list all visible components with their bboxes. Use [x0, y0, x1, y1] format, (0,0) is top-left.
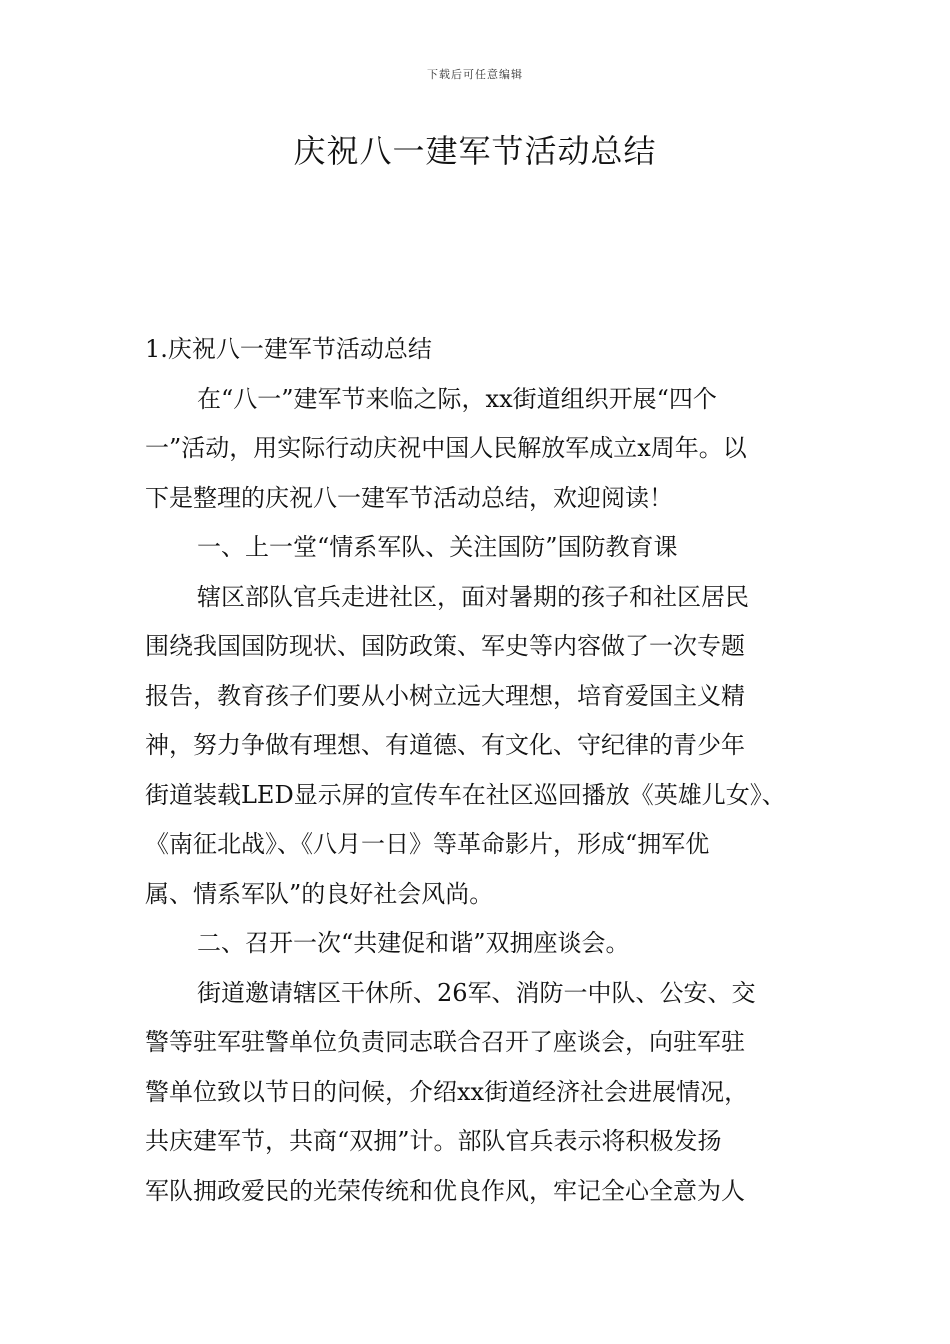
section-heading: 1.庆祝八一建军节活动总结 — [145, 335, 432, 363]
document-body — [145, 325, 810, 1216]
paragraph-line: 属、情系军队”的良好社会风尚。 — [145, 879, 494, 908]
paragraph-line: 警单位致以节日的问候，介绍xx街道经济社会进展情况， — [145, 1077, 749, 1106]
paragraph-line: 在“八一”建军节来临之际，xx街道组织开展“四个 — [197, 384, 717, 413]
header-note: 下载后可任意编辑 — [427, 68, 523, 81]
subsection-heading: 二、召开一次“共建促和谐”双拥座谈会。 — [197, 929, 630, 957]
paragraph-line: 下是整理的庆祝八一建军节活动总结，欢迎阅读！ — [145, 483, 673, 512]
document-title: 庆祝八一建军节活动总结 — [293, 132, 657, 170]
paragraph-line: 军队拥政爱民的光荣传统和优良作风，牢记全心全意为人 — [145, 1176, 745, 1205]
paragraph-line: 街道装载LED显示屏的宣传车在社区巡回播放《英雄儿女》、 — [145, 780, 786, 809]
paragraph-line: 围绕我国国防现状、国防政策、军史等内容做了一次专题 — [145, 632, 745, 660]
paragraph-line: 报告，教育孩子们要从小树立远大理想，培育爱国主义精 — [145, 681, 745, 710]
paragraph-line: 警等驻军驻警单位负责同志联合召开了座谈会，向驻军驻 — [145, 1028, 745, 1056]
paragraph-line: 神，努力争做有理想、有道德、有文化、守纪律的青少年 — [145, 731, 745, 759]
paragraph-line: 《南征北战》、《八月一日》等革命影片，形成“拥军优 — [145, 830, 710, 858]
paragraph-line: 共庆建军节，共商“双拥”计。部队官兵表示将积极发扬 — [145, 1127, 722, 1155]
subsection-heading: 一、上一堂“情系军队、关注国防”国防教育课 — [197, 533, 678, 561]
paragraph-line: 一”活动，用实际行动庆祝中国人民解放军成立x周年。以 — [145, 434, 747, 462]
paragraph-line: 街道邀请辖区干休所、26军、消防一中队、公安、交 — [197, 978, 756, 1007]
paragraph-line: 辖区部队官兵走进社区，面对暑期的孩子和社区居民 — [197, 582, 749, 611]
